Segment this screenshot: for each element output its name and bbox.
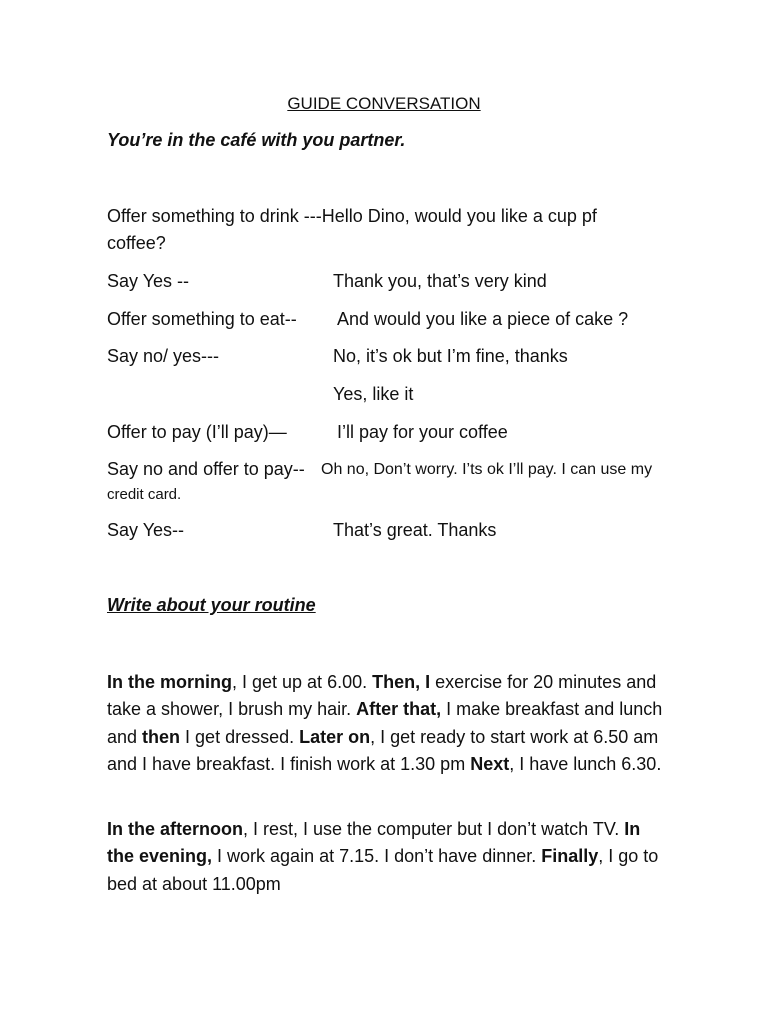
routine-text: , I have lunch 6.30. [509, 753, 662, 774]
routine-text: I work again at 7.15. I don’t have dinner. [212, 846, 542, 867]
say-no-yes-prompt: Say no/ yes--- [107, 346, 220, 366]
routine-sequence-word: Next [470, 753, 510, 774]
routine-paragraph-morning [107, 669, 667, 778]
routine-sequence-word: Then, I [372, 672, 431, 692]
offer-pay-answer: I’ll pay for your coffee [337, 422, 508, 442]
routine-time-marker: In the afternoon [107, 819, 243, 839]
page-title: GUIDE CONVERSATION [287, 94, 481, 113]
subtitle: You’re in the café with you partner. [107, 130, 406, 150]
routine-sequence-word: then [142, 726, 181, 747]
routine-text: , I rest, I use the computer but I don’t watch TV. [243, 819, 625, 839]
routine-sequence-word: Later on [299, 726, 371, 747]
routine-text: , I get ready to start work at 6.50 am and I have breakfast. I finish work at 1.30 pm [107, 726, 659, 774]
routine-text: , I get up at 6.00. [232, 672, 373, 692]
say-no-offer-prompt: Say no and offer to pay-- [107, 459, 305, 479]
say-yes-answer: Thank you, that’s very kind [333, 271, 547, 291]
routine-paragraph-afternoon [107, 816, 667, 898]
say-no-answer: No, it’s ok but I’m fine, thanks [333, 346, 568, 366]
say-yes-alt-answer: Yes, like it [333, 384, 414, 404]
routine-text: , I go to bed at about 11.00pm [107, 846, 659, 894]
routine-time-marker: In the evening, [107, 819, 641, 867]
offer-drink-line-cont: coffee? [107, 233, 166, 253]
routine-sequence-word: After that, [356, 699, 442, 720]
say-no-offer-answer: Oh no, Don’t worry. I’ts ok I’ll pay. I can use my [321, 461, 653, 478]
offer-eat-prompt: Offer something to eat-- [107, 309, 297, 329]
routine-time-marker: In the morning [107, 672, 232, 692]
routine-text: exercise for 20 minutes and take a shower, I brush my hair. [107, 672, 657, 720]
offer-drink-line: Offer something to drink ---Hello Dino, would you like a cup pf [107, 206, 597, 226]
offer-eat-answer: And would you like a piece of cake ? [337, 309, 629, 329]
say-no-offer-answer-cont: credit card. [107, 486, 182, 503]
routine-heading: Write about your routine [107, 595, 316, 615]
say-yes-final-prompt: Say Yes-- [107, 520, 185, 540]
routine-text: I make breakfast and lunch and [107, 699, 663, 747]
offer-pay-prompt: Offer to pay (I’ll pay)— [107, 422, 287, 442]
say-yes-prompt: Say Yes -- [107, 271, 190, 291]
routine-text: I get dressed. [180, 726, 300, 747]
say-yes-final-answer: That’s great. Thanks [333, 520, 497, 540]
routine-sequence-word: Finally [541, 846, 599, 867]
